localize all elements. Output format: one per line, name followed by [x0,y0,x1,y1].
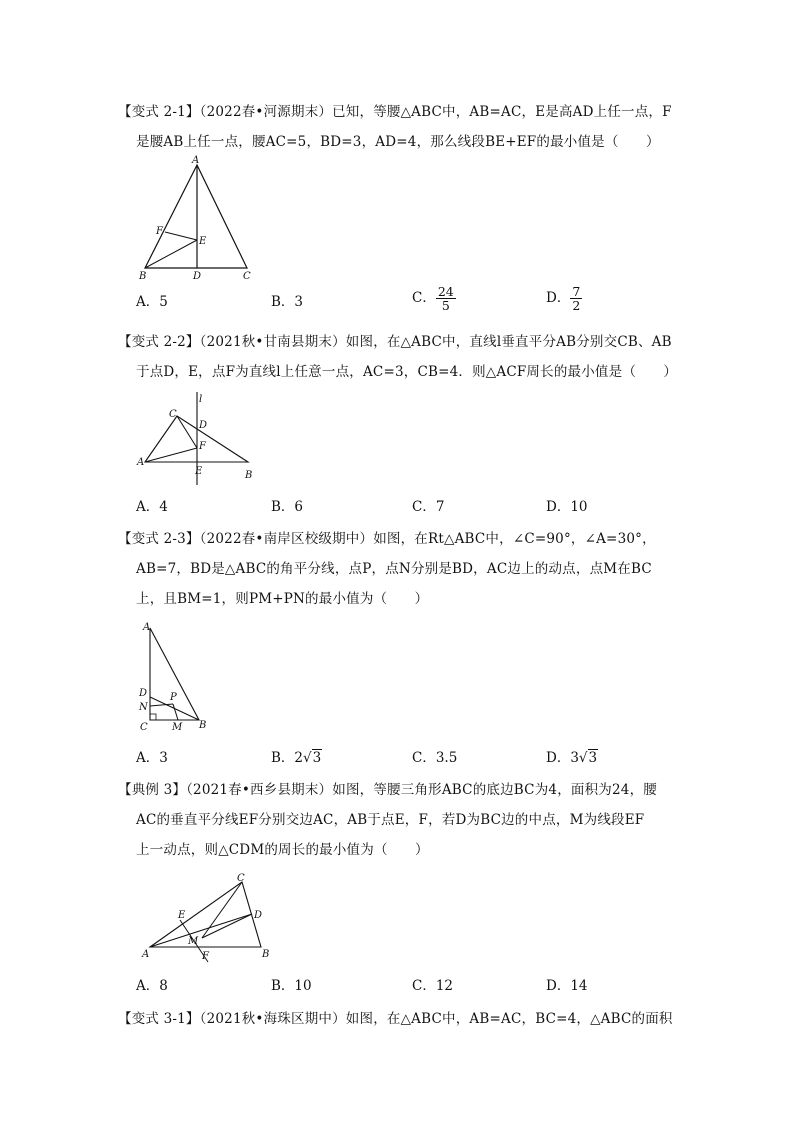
q1-option-c-fraction [436,285,456,312]
q3-option-b-radical-sign: √ [303,750,312,766]
q3-label-n: N [139,702,148,713]
q3-text-line-1: 【变式 2-3】（2022春•南岸区校级期中）如图，在Rt△ABC中，∠C=90°，∠A=30°， [118,531,656,547]
q4-label-c: C [237,873,245,884]
q4-label-f: F [202,951,209,962]
q1-option-c [412,285,456,312]
q2-option-d: D．10 [546,499,588,515]
q4-option-d: D．14 [546,978,588,994]
q1-option-c-prefix: C． [412,290,436,306]
q1-option-d-fraction [570,285,582,312]
q1-label-a: A [192,155,200,166]
q2-label-e: E [195,466,203,477]
q4-label-d: D [254,910,263,921]
q2-option-a: A．4 [136,499,168,515]
q1-label-c: C [243,271,251,282]
q1-label-e: E [199,236,207,247]
q2-label-f: F [199,441,206,452]
q1-option-d-prefix: D． [546,290,571,306]
q4-label-e: E [178,910,186,921]
q3-label-m: M [172,722,183,733]
q2-option-b: B．6 [271,499,304,515]
q4-text-line-3: 上一动点，则△CDM的周长的最小值为（ ） [136,842,429,858]
q1-text-line-2: 是腰AB上任一点，腰AC=5，BD=3，AD=4，那么线段BE+EF的最小值是（ ） [136,134,660,150]
q3-option-b-prefix: B． [271,750,295,766]
q1-figure [130,155,260,285]
q3-option-d-coefficient: 3 [570,750,579,766]
q3-option-b-radicand: 3 [312,750,322,766]
q2-label-a: A [137,457,145,468]
q2-option-c: C．7 [412,499,445,515]
q1-option-a: A．5 [136,294,168,310]
q3-label-d: D [139,688,148,699]
q3-option-c: C．3.5 [412,750,458,766]
q2-label-d: D [199,420,208,431]
q1-option-c-numerator: 24 [437,284,454,299]
q1-label-b: B [139,271,147,282]
q1-option-d [546,285,582,312]
q1-option-c-denominator: 5 [441,298,450,313]
q3-option-d-radicand: 3 [588,750,598,766]
q4-label-b: B [262,949,270,960]
q3-text-line-2: AB=7，BD是△ABC的角平分线，点P，点N分别是BD，AC边上的动点，点M在BC [136,561,652,577]
q3-option-b-coefficient: 2 [294,750,304,766]
q4-text-line-2: AC的垂直平分线EF分别交边AC，AB于点E，F，若D为BC边的中点，M为线段EF [136,812,645,828]
q3-text-line-3: 上，且BM=1，则PM+PN的最小值为（ ） [136,591,429,607]
q4-figure [140,872,280,967]
q1-option-b: B．3 [271,294,304,310]
q2-figure [135,390,265,490]
q3-figure [135,618,225,736]
q2-label-b: B [245,470,253,481]
q4-option-b: B．10 [271,978,312,994]
q5-text-line-1: 【变式 3-1】（2021秋•海珠区期中）如图，在△ABC中，AB=AC，BC=4，△ABC的面积 [118,1011,673,1027]
q4-option-a: A．8 [136,978,168,994]
q3-option-b [271,749,322,767]
q4-label-m: M [188,936,199,947]
q1-label-f: F [156,226,163,237]
q3-option-a: A．3 [136,750,168,766]
q2-text-line-1: 【变式 2-2】（2021秋•甘南县期末）如图，在△ABC中，直线l垂直平分AB分别交CB、AB [118,334,672,350]
q4-label-a: A [142,949,150,960]
q2-label-c: C [169,409,177,420]
q2-text-line-2: 于点D，E，点F为直线l上任意一点，AC=3，CB=4．则△ACF周长的最小值是（ ） [136,364,678,380]
q1-option-d-denominator: 2 [572,298,581,313]
q4-option-c: C．12 [412,978,454,994]
q3-option-d [546,749,598,767]
q3-label-p: P [170,692,177,703]
q1-option-d-numerator: 7 [572,284,581,299]
q2-label-l: l [199,394,203,405]
q3-option-d-radical-sign: √ [578,750,588,766]
q1-label-d: D [193,271,202,282]
q1-text-line-1: 【变式 2-1】（2022春•河源期末）已知，等腰△ABC中，AB=AC，E是高AD上任一点，F [118,104,672,120]
q3-label-a: A [143,622,151,633]
q3-label-b: B [199,720,207,731]
q3-option-d-prefix: D． [546,750,571,766]
q3-label-c: C [140,722,148,733]
q4-text-line-1: 【典例 3】（2021春•西乡县期末）如图，等腰三角形ABC的底边BC为4，面积为24，腰 [118,782,657,798]
